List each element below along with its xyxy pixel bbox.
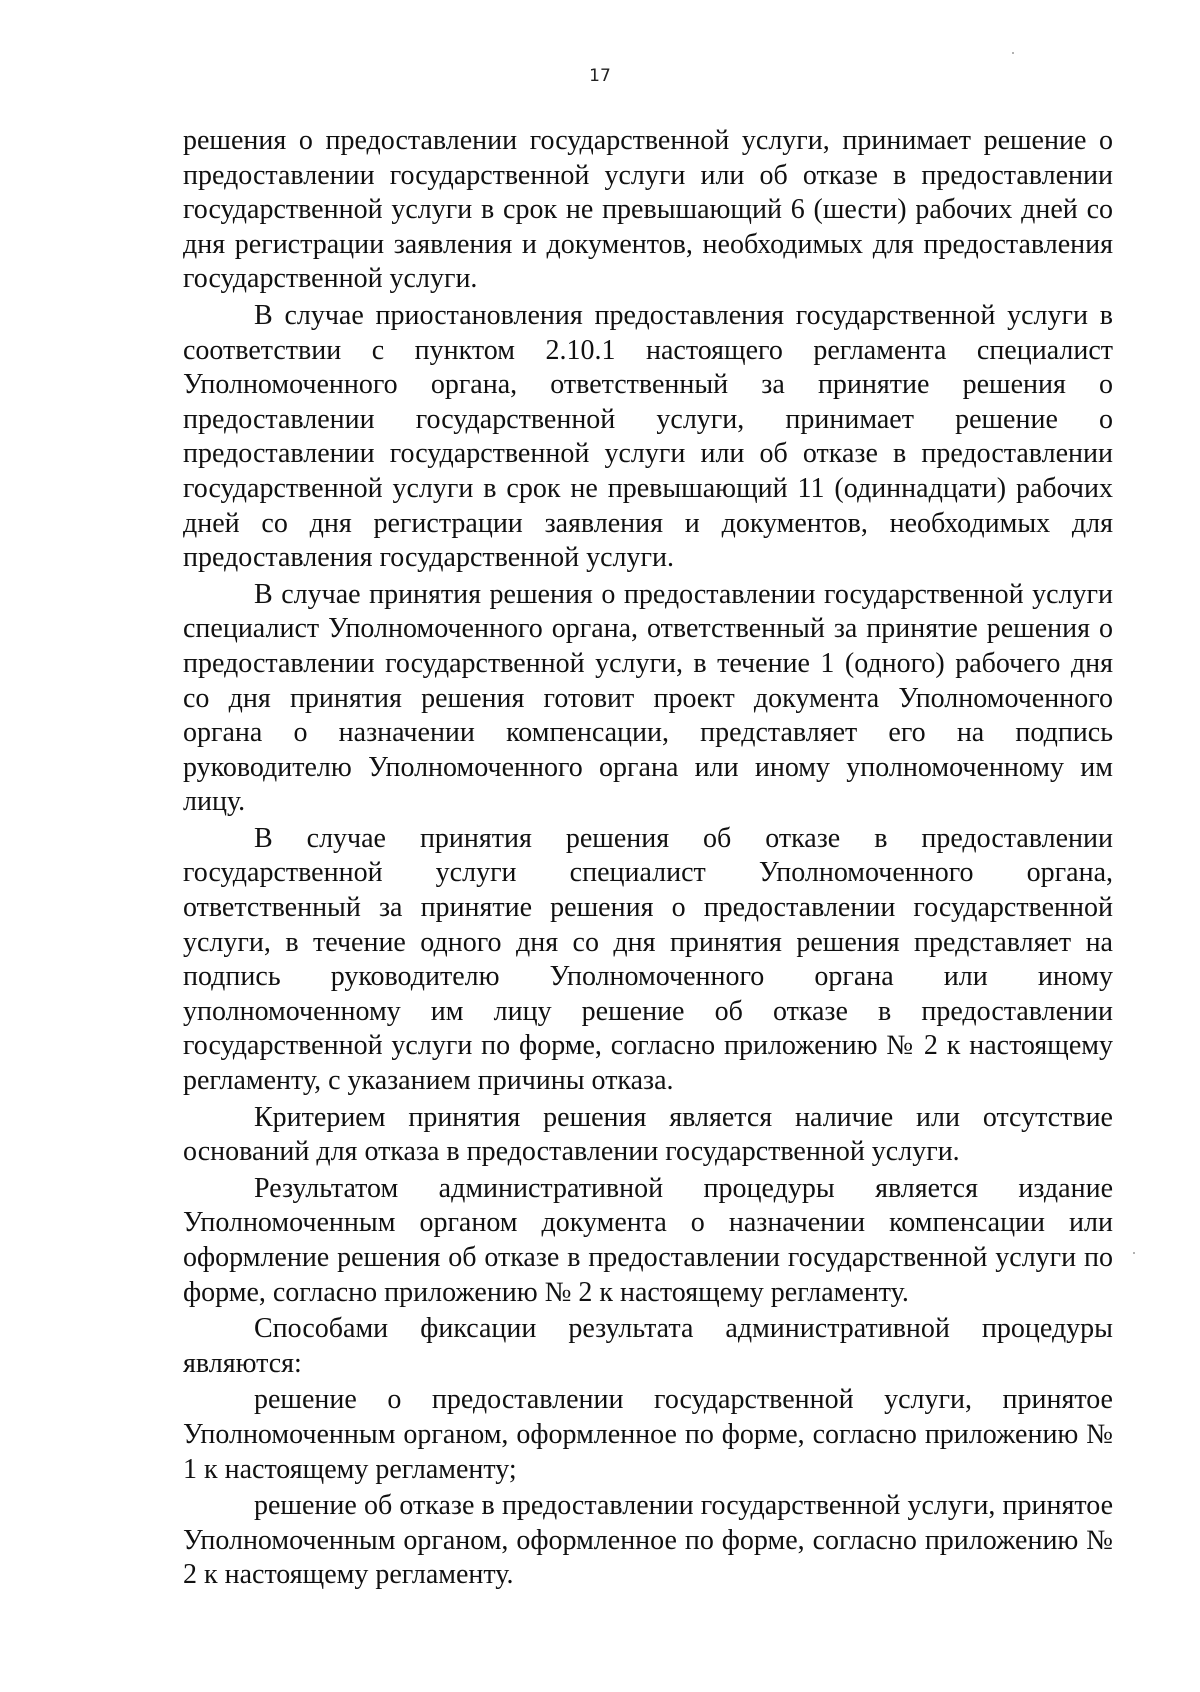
scan-speck bbox=[1133, 1252, 1135, 1254]
paragraph-4: В случае принятия решения об отказе в предоставлении государственной услуги специалист Уполномоченного органа, ответственный за принятие решения о предоставлении государственной услуги, в течение одного дня со дня принятия решения представляет на подпись руководителю Уполномоченного органа или иному уполномоченному им лицу решение об отказе в предоставлении государственной услуги по форме, согласно приложению № 2 к настоящему регламенту, с указанием причины отказа. bbox=[183, 822, 1113, 1097]
paragraph-5: Критерием принятия решения является наличие или отсутствие оснований для отказа в предоставлении государственной услуги. bbox=[183, 1101, 1113, 1168]
page-number: 17 bbox=[589, 66, 611, 86]
paragraph-3: В случае принятия решения о предоставлении государственной услуги специалист Уполномоченного органа, ответственный за принятие решения о предоставлении государственной услуги, в течение 1 (одного) рабочего дня со дня принятия решения готовит проект документа Уполномоченного органа о назначении компенсации, представляет его на подпись руководителю Уполномоченного органа или иному уполномоченному им лицу. bbox=[183, 578, 1113, 818]
paragraph-7: Способами фиксации результата административной процедуры являются: bbox=[183, 1313, 1113, 1379]
paragraph-6: Результатом административной процедуры является издание Уполномоченным органом документа о назначении компенсации или оформление решения об отказе в предоставлении государственной услуги по форме, согласно приложению № 2 к настоящему регламенту. bbox=[183, 1172, 1113, 1308]
paragraph-1: решения о предоставлении государственной услуги, принимает решение о предоставлении государственной услуги или об отказе в предоставлении государственной услуги в срок не превышающий 6 (шести) рабочих дней со дня регистрации заявления и документов, необходимых для предоставления государственной услуги. bbox=[183, 125, 1113, 295]
document-body bbox=[183, 124, 1113, 1593]
scan-speck bbox=[1012, 52, 1014, 54]
paragraph-2: В случае приостановления предоставления государственной услуги в соответствии с пунктом 2.10.1 настоящего регламента специалист Уполномоченного органа, ответственный за принятие решения о предоставлении государственной услуги, принимает решение о предоставлении государственной услуги или об отказе в предоставлении государственной услуги в срок не превышающий 11 (одиннадцати) рабочих дней со дня регистрации заявления и документов, необходимых для предоставления государственной услуги. bbox=[183, 299, 1113, 574]
paragraph-8: решение о предоставлении государственной услуги, принятое Уполномоченным органом, оформленное по форме, согласно приложению № 1 к настоящему регламенту; bbox=[183, 1384, 1113, 1485]
paragraph-9: решение об отказе в предоставлении государственной услуги, принятое Уполномоченным органом, оформленное по форме, согласно приложению № 2 к настоящему регламенту. bbox=[183, 1490, 1113, 1591]
